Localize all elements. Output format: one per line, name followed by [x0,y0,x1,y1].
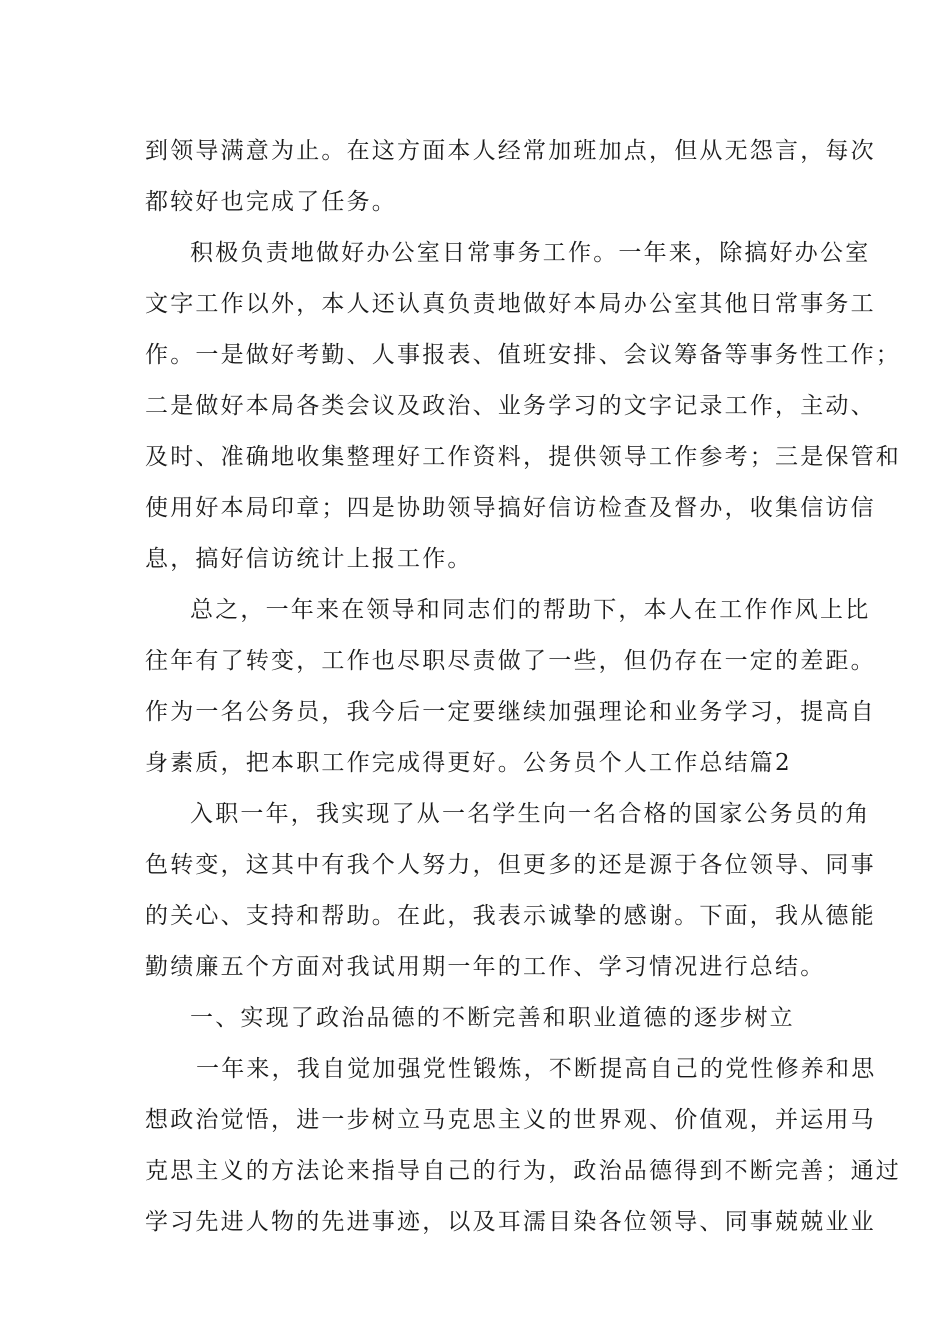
text-line: 色转变，这其中有我个人努力，但更多的还是源于各位领导、同事 [145,852,876,878]
text-line: 勤绩廉五个方面对我试用期一年的工作、学习情况进行总结。 [145,954,826,980]
text-line: 二是做好本局各类会议及政治、业务学习的文字记录工作，主动、 [145,393,876,419]
text-line: 及时、准确地收集整理好工作资料，提供领导工作参考；三是保管和 [145,444,901,470]
text-line: 克思主义的方法论来指导自己的行为，政治品德得到不断完善；通过 [145,1158,901,1184]
section-heading: 一、实现了政治品德的不断完善和职业道德的逐步树立 [190,1005,795,1031]
paragraph-first-line: 入职一年，我实现了从一名学生向一名合格的国家公务员的角 [190,801,871,827]
text-line: 的关心、支持和帮助。在此，我表示诚挚的感谢。下面，我从德能 [145,903,876,929]
paragraph-first-line: 一年来，我自觉加强党性锻炼，不断提高自己的党性修养和思 [196,1056,877,1082]
paragraph-first-line: 积极负责地做好办公室日常事务工作。一年来，除搞好办公室 [190,240,871,266]
text-line: 学习先进人物的先进事迹，以及耳濡目染各位领导、同事兢兢业业 [145,1209,876,1235]
text-line: 往年有了转变，工作也尽职尽责做了一些，但仍存在一定的差距。 [145,648,876,674]
text-line: 使用好本局印章；四是协助领导搞好信访检查及督办，收集信访信 [145,495,876,521]
text-line: 文字工作以外，本人还认真负责地做好本局办公室其他日常事务工 [145,291,876,317]
section-title-line: 身素质，把本职工作完成得更好。公务员个人工作总结篇2 [145,750,792,776]
text-line: 都较好也完成了任务。 [145,189,397,215]
text-line: 作。一是做好考勤、人事报表、值班安排、会议筹备等事务性工作； [145,342,901,368]
text-line: 息，搞好信访统计上报工作。 [145,546,473,572]
text-line: 作为一名公务员，我今后一定要继续加强理论和业务学习，提高自 [145,699,876,725]
text-line: 想政治觉悟，进一步树立马克思主义的世界观、价值观，并运用马 [145,1107,876,1133]
paragraph-first-line: 总之，一年来在领导和同志们的帮助下，本人在工作作风上比 [190,597,871,623]
text-line: 到领导满意为止。在这方面本人经常加班加点，但从无怨言，每次 [145,138,876,164]
